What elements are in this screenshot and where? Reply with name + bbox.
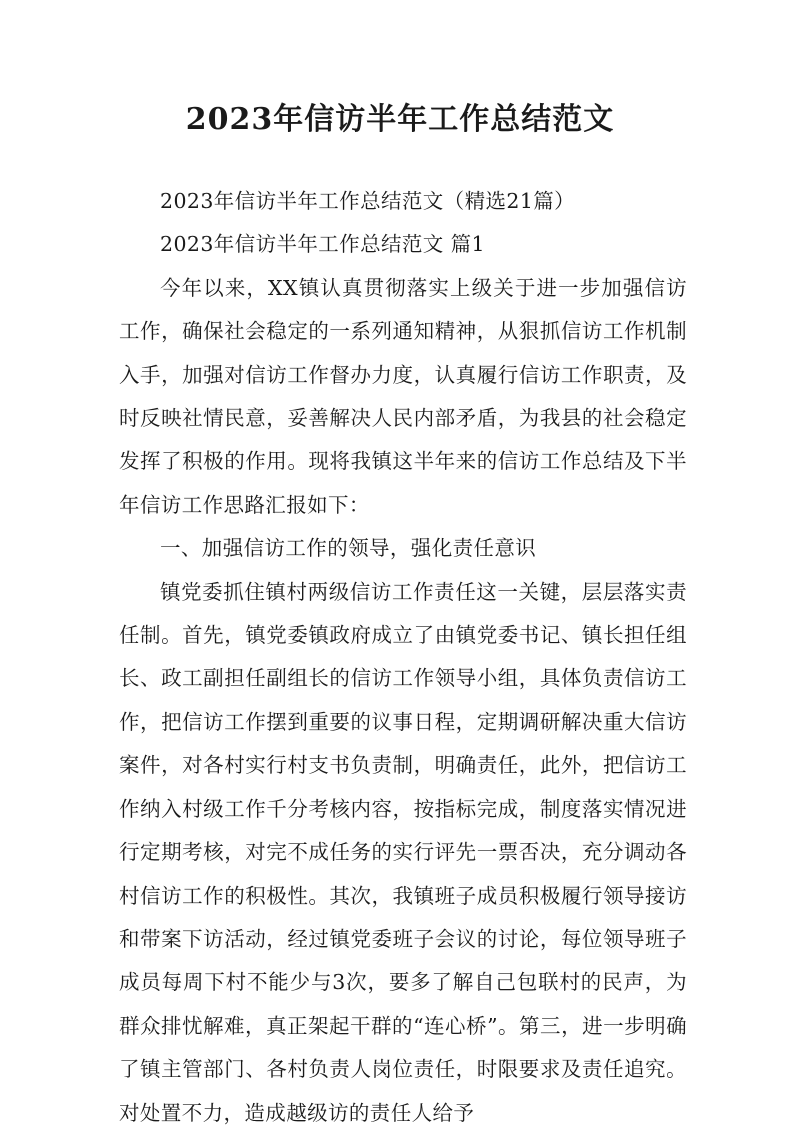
intro-paragraph: 今年以来，XX镇认真贯彻落实上级关于进一步加强信访工作，确保社会稳定的一系列通知精神，从狠抓信访工作机制入手，加强对信访工作督办力度，认真履行信访工作职责，及时反映社情民意，妥善解决人民内部矛盾，为我县的社会稳定发挥了积极的作用。现将我镇这半年来的信访工作总结及下半年信访工作思路汇报如下： xyxy=(119,275,687,517)
body-paragraph: 镇党委抓住镇村两级信访工作责任这一关键，层层落实责任制。首先，镇党委镇政府成立了由镇党委书记、镇长担任组长、政工副担任副组长的信访工作领导小组，具体负责信访工作，把信访工作摆到重要的议事日程，定期调研解决重大信访案件，对各村实行村支书负责制，明确责任，此外，把信访工作纳入村级工作千分考核内容，按指标完成，制度落实情况进行定期考核，对完不成任务的实行评先一票否决，充分调动各村信访工作的积极性。其次，我镇班子成员积极履行领导接访和带案下访活动，经过镇党委班子会议的讨论，每位领导班子成员每周下村不能少与3次，要多了解自己包联村的民声，为群众排忧解难，真正架起干群的“连心桥”。第三，进一步明确了镇主管部门、各村负责人岗位责任，时限要求及责任追究。对处置不力，造成越级访的责任人给予 xyxy=(119,579,687,1125)
subtitle-paragraph: 2023年信访半年工作总结范文（精选21篇） xyxy=(160,189,576,213)
document-title: 2023年信访半年工作总结范文 xyxy=(185,102,615,137)
document-body xyxy=(119,180,687,1135)
point-heading: 一、加强信访工作的领导，强化责任意识 xyxy=(160,536,537,561)
section-heading: 2023年信访半年工作总结范文 篇1 xyxy=(160,232,485,257)
